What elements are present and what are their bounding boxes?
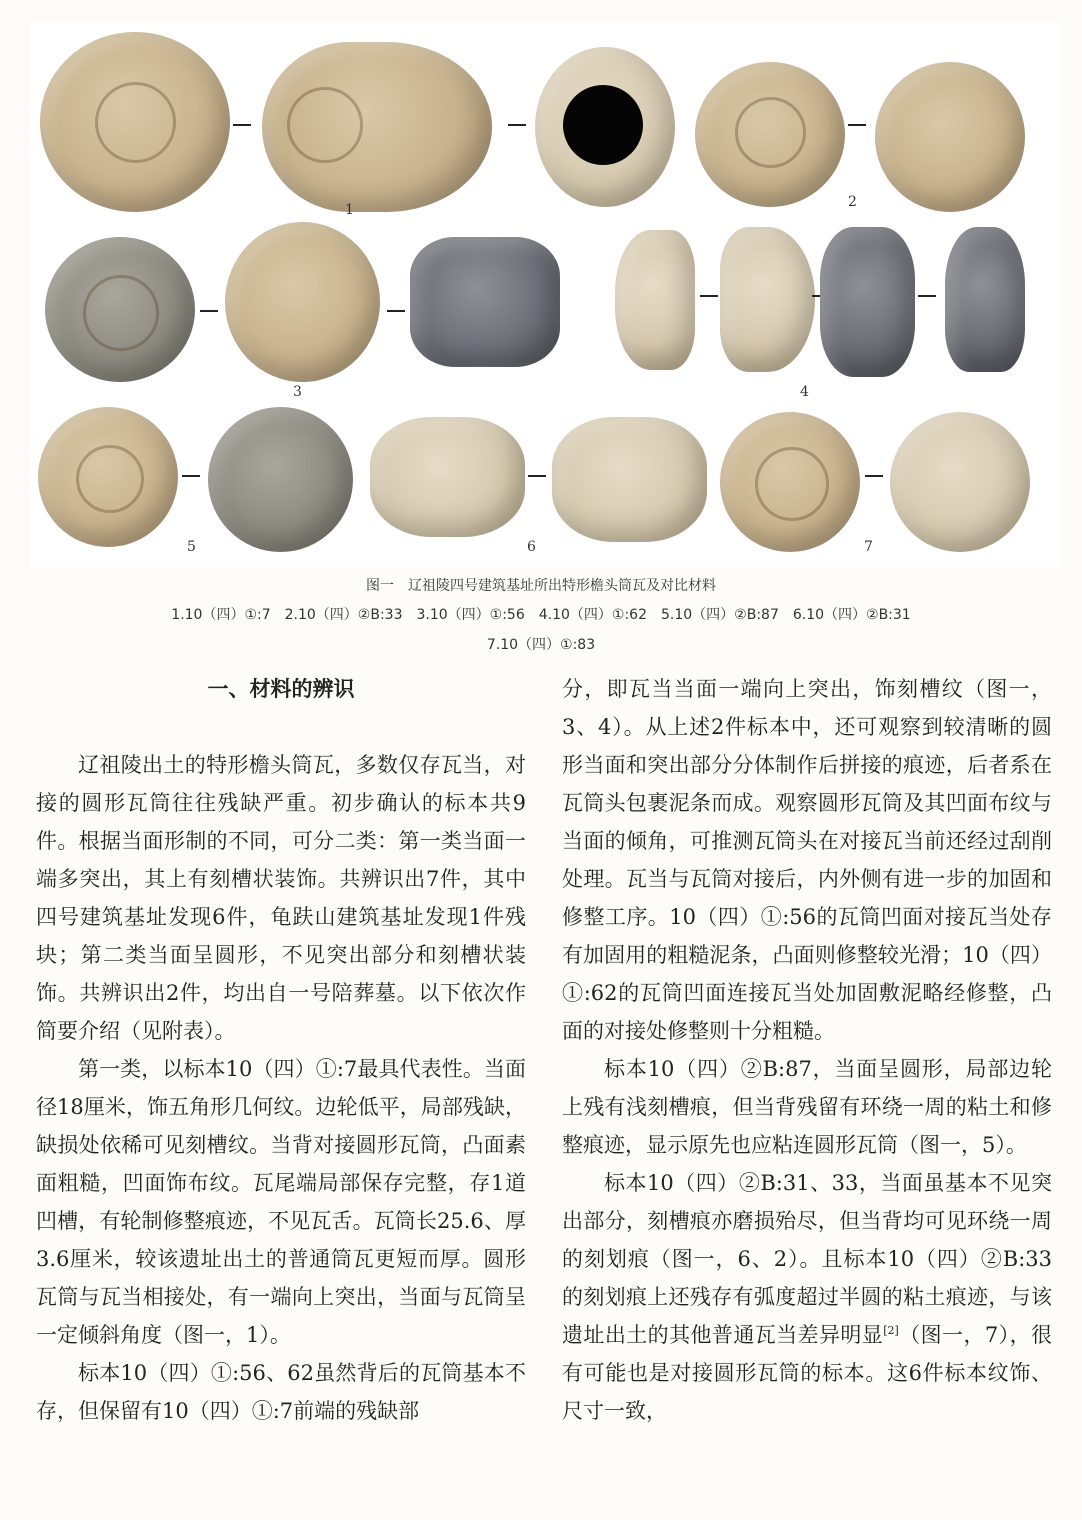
- dash-connector: [182, 475, 200, 477]
- text-column-left: [36, 670, 526, 1430]
- paragraph: 标本10（四）①:56、62虽然背后的瓦筒基本不存，但保留有10（四）①:7前端的残缺部: [36, 1361, 526, 1423]
- artifact-photo-6b: [552, 417, 707, 542]
- artifact-photo-1a: [40, 32, 230, 212]
- paragraph: 第一类，以标本10（四）①:7最具代表性。当面径18厘米，饰五角形几何纹。边轮低平，局部残缺，缺损处依稀可见刻槽纹。当背对接圆形瓦筒，凸面素面粗糙，凹面饰布纹。瓦尾端局部保存完整，存1道凹槽，有轮制修整痕迹，不见瓦舌。瓦筒长25.6、厚3.6厘米，较该遗址出土的普通筒瓦更短而厚。圆形瓦筒与瓦当相接处，有一端向上突出，当面与瓦筒呈一定倾斜角度（图一，1）。: [36, 1057, 526, 1347]
- paragraph-text: （图一，7），很有可能也是对接圆形瓦筒的标本。这6件标本纹饰、尺寸一致，: [562, 1323, 1052, 1423]
- figure-label-7: 7: [864, 539, 873, 555]
- figure-caption-items: 1.10（四）①:7 2.10（四）②B:33 3.10（四）①:56 4.10（四）①:62 5.10（四）②B:87 6.10（四）②B:31: [171, 607, 911, 623]
- dash-connector: [918, 295, 936, 297]
- footnote-ref[interactable]: [2]: [883, 1324, 899, 1337]
- figure-caption-title: 图一 辽祖陵四号建筑基址所出特形檐头筒瓦及对比材料: [366, 578, 716, 594]
- dash-connector: [508, 124, 526, 126]
- artifact-photo-7b: [890, 412, 1030, 552]
- artifact-photo-2b: [875, 62, 1025, 212]
- dash-connector: [848, 124, 866, 126]
- artifact-photo-5b: [208, 407, 353, 552]
- figure-label-2: 2: [848, 194, 857, 210]
- dash-connector: [387, 310, 405, 312]
- artifact-photo-4c: [820, 227, 915, 377]
- figure-caption-items-2: 7.10（四）①:83: [486, 637, 596, 653]
- artifact-photo-6a: [370, 417, 525, 537]
- artifact-photo-4a: [615, 230, 695, 370]
- figure-label-5: 5: [187, 539, 196, 555]
- figure-label-3: 3: [293, 384, 302, 400]
- artifact-photo-5a: [38, 407, 178, 547]
- paragraph: 辽祖陵出土的特形檐头筒瓦，多数仅存瓦当，对接的圆形瓦筒往往残缺严重。初步确认的标本共9件。根据当面形制的不同，可分二类：第一类当面一端多突出，其上有刻槽状装饰。共辨识出7件，其中四号建筑基址发现6件，龟趺山建筑基址发现1件残块；第二类当面呈圆形，不见突出部分和刻槽状装饰。共辨识出2件，均出自一号陪葬墓。以下依次作简要介绍（见附表）。: [36, 753, 526, 1043]
- artifact-photo-2a: [695, 62, 845, 207]
- artifact-photo-7a: [720, 412, 860, 552]
- dash-connector: [700, 295, 718, 297]
- paragraph: [562, 1164, 1052, 1430]
- artifact-photo-3c: [410, 237, 560, 367]
- paragraph: 标本10（四）②B:87，当面呈圆形，局部边轮上残有浅刻槽痕，但当背残留有环绕一周的粘土和修整痕迹，显示原先也应粘连圆形瓦筒（图一，5）。: [562, 1057, 1052, 1157]
- dash-connector: [865, 475, 883, 477]
- artifact-photo-3b: [225, 222, 380, 382]
- artifact-photo-1c: [535, 47, 675, 207]
- figure-label-4: 4: [800, 384, 809, 400]
- section-title: 一、材料的辨识: [207, 677, 355, 701]
- figure-plate: [30, 22, 1060, 567]
- artifact-photo-4d: [945, 227, 1025, 372]
- dash-connector: [528, 475, 546, 477]
- figure-label-6: 6: [527, 539, 536, 555]
- artifact-photo-3a: [45, 237, 195, 382]
- paragraph-text: 标本10（四）②B:31、33，当面虽基本不见突出部分，刻槽痕亦磨损殆尽，但当背均可见环绕一周的刻划痕（图一，6、2）。且标本10（四）②B:33的刻划痕上还残存有弧度超过半圆的粘土痕迹，与该遗址出土的其他普通瓦当差异明显: [562, 1171, 1052, 1347]
- dash-connector: [200, 310, 218, 312]
- figure-label-1: 1: [345, 202, 354, 218]
- paragraph-continued: 分，即瓦当当面一端向上突出，饰刻槽纹（图一，3、4）。从上述2件标本中，还可观察到较清晰的圆形当面和突出部分分体制作后拼接的痕迹，后者系在瓦筒头包裹泥条而成。观察圆形瓦筒及其凹面布纹与当面的倾角，可推测瓦筒头在对接瓦当前还经过刮削处理。瓦当与瓦筒对接后，内外侧有进一步的加固和修整工序。10（四）①:56的瓦筒凹面对接瓦当处存有加固用的粗糙泥条，凸面则修整较光滑；10（四）①:62的瓦筒凹面连接瓦当处加固敷泥略经修整，凸面的对接处修整则十分粗糙。: [562, 677, 1052, 1043]
- text-column-right: [562, 670, 1052, 1430]
- artifact-photo-4b: [720, 227, 815, 372]
- dash-connector: [233, 124, 251, 126]
- artifact-photo-1b: [262, 42, 492, 212]
